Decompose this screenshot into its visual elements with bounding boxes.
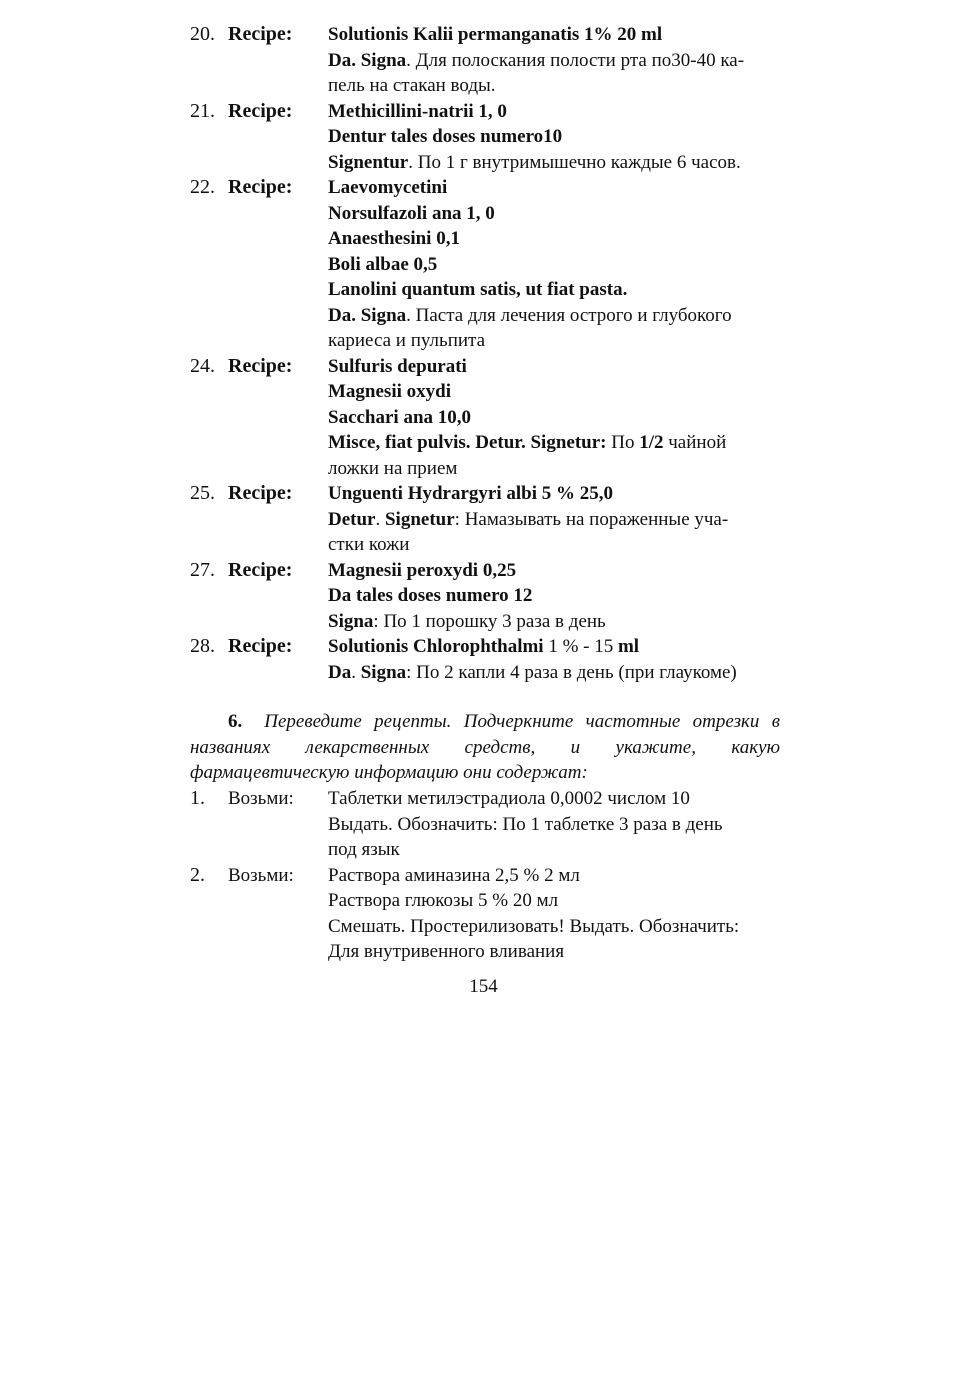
- entry-line: [328, 226, 780, 252]
- entry-number: 24.: [190, 354, 215, 377]
- entry-number: 27.: [190, 558, 215, 581]
- entry-body: [328, 175, 780, 354]
- text-segment: По: [606, 432, 640, 453]
- entry-line: [328, 379, 780, 405]
- text-segment: Lanolini quantum satis, ut fiat pasta.: [328, 279, 628, 300]
- text-segment: Unguenti Hydrargyri albi 5 % 25,0: [328, 483, 614, 504]
- text-segment: чайной: [663, 432, 727, 453]
- entry-line: [328, 456, 780, 482]
- text-segment: Раствора глюкозы 5 % 20 мл: [328, 890, 559, 911]
- recipe-entry: [190, 558, 790, 635]
- text-segment: ложки на прием: [328, 457, 458, 479]
- recipe-list: [190, 22, 790, 685]
- entry-line: [328, 609, 780, 635]
- text-segment: .: [375, 508, 385, 530]
- entry-line: [328, 303, 780, 329]
- text-segment: Laevomycetini: [328, 177, 448, 198]
- entry-line: [328, 124, 780, 150]
- entry-line: [328, 939, 780, 965]
- entry-label: Recipe:: [228, 99, 293, 122]
- entry-line: [328, 201, 780, 227]
- entry-label: Recipe:: [228, 176, 293, 198]
- entry-number: 20.: [190, 23, 215, 45]
- text-segment: Solutionis Kalii permanganatis 1% 20 ml: [328, 24, 663, 45]
- entry-line: [328, 863, 780, 889]
- entry-line: [328, 99, 780, 125]
- page-number: 154: [469, 976, 498, 997]
- entry-label: Recipe:: [228, 558, 293, 581]
- entry-line: [328, 73, 780, 99]
- text-segment: Таблетки метилэстрадиола 0,0002 числом 10: [328, 788, 690, 809]
- text-segment: : По 2 капли 4 раза в день (при глаукоме): [406, 661, 737, 683]
- entry-label: Возьми:: [228, 788, 294, 809]
- text-segment: пель на стакан воды.: [328, 75, 496, 96]
- recipe-entry: [190, 175, 790, 354]
- text-segment: Sulfuris depurati: [328, 355, 467, 377]
- entry-line: [328, 430, 780, 456]
- recipe-entry: [190, 481, 790, 558]
- entry-line: [328, 532, 780, 558]
- entry-body: [328, 863, 780, 965]
- text-segment: Da: [328, 661, 352, 683]
- entry-line: [328, 660, 780, 686]
- text-segment: Для внутривенного вливания: [328, 941, 565, 962]
- entry-label: Recipe:: [228, 354, 293, 377]
- text-segment: под язык: [328, 839, 400, 860]
- entry-line: [328, 175, 780, 201]
- entry-label: Recipe:: [228, 23, 293, 45]
- task-text: Переведите рецепты. Подчеркните частотные отрезки в названиях лекарственных средств, и укажите, какую фармацевтическую информацию они содержат:: [190, 711, 780, 783]
- text-segment: Norsulfazoli ana 1, 0: [328, 202, 495, 224]
- entry-number: 22.: [190, 176, 215, 198]
- recipe-entry: [190, 634, 790, 685]
- text-segment: . Для полоскания полости рта по30-40 ка-: [406, 49, 745, 71]
- text-segment: Dentur tales doses numero10: [328, 126, 563, 147]
- entry-body: [328, 22, 780, 99]
- text-segment: : По 1 порошку 3 раза в день: [373, 610, 606, 632]
- entry-line: [328, 252, 780, 278]
- text-segment: 1/2: [639, 432, 664, 453]
- text-segment: Methicillini-natrii 1, 0: [328, 100, 507, 122]
- entry-line: [328, 583, 780, 609]
- entry-body: [328, 558, 780, 635]
- entry-line: [328, 558, 780, 584]
- text-segment: Solutionis Chlorophthalmi: [328, 636, 544, 657]
- text-segment: Signetur: [384, 508, 455, 530]
- entry-line: [328, 914, 780, 940]
- entry-body: [328, 786, 780, 863]
- entry-number: 2.: [190, 863, 205, 886]
- text-segment: : Намазывать на пораженные уча-: [454, 508, 729, 530]
- entry-number: 21.: [190, 99, 215, 122]
- entry-line: [328, 812, 780, 838]
- text-segment: Signa: [360, 661, 407, 683]
- entry-line: [328, 888, 780, 914]
- text-segment: 1 % - 15: [543, 636, 618, 657]
- entry-body: [328, 354, 780, 482]
- entry-number: 28.: [190, 635, 215, 657]
- text-segment: Detur: [328, 508, 376, 530]
- entry-label: Recipe:: [228, 635, 293, 657]
- text-segment: . По 1 г внутримышечно каждые 6 часов.: [408, 151, 741, 173]
- entry-line: [328, 634, 780, 660]
- text-segment: Смешать. Простерилизовать! Выдать. Обозначить:: [328, 915, 740, 937]
- entry-line: [328, 786, 780, 812]
- text-segment: Signa: [328, 610, 374, 632]
- entry-line: [328, 507, 780, 533]
- entry-line: [328, 48, 780, 74]
- task-instruction: [190, 709, 780, 786]
- recipe-entry: [190, 354, 790, 482]
- text-segment: . Паста для лечения острого и глубокого: [406, 304, 732, 326]
- entry-line: [328, 481, 780, 507]
- text-segment: Sacchari ana 10,0: [328, 406, 472, 428]
- entry-label: Recipe:: [228, 482, 293, 504]
- text-segment: кариеса и пульпита: [328, 330, 486, 351]
- recipe-entry: [190, 22, 790, 99]
- text-segment: Boli albae 0,5: [328, 253, 438, 275]
- task-recipe-entry: [190, 786, 790, 863]
- text-segment: Anaesthesini 0,1: [328, 228, 460, 249]
- recipe-entry: [190, 99, 790, 176]
- text-segment: Раствора аминазина 2,5 % 2 мл: [328, 864, 580, 886]
- entry-line: [328, 22, 780, 48]
- text-segment: ml: [617, 636, 640, 657]
- task-recipe-list: [190, 786, 790, 965]
- entry-body: [328, 634, 780, 685]
- text-segment: Da tales doses numero 12: [328, 585, 533, 606]
- text-segment: .: [351, 661, 361, 683]
- entry-line: [328, 405, 780, 431]
- task-recipe-entry: [190, 863, 790, 965]
- task-number: 6.: [228, 711, 243, 732]
- entry-line: [328, 328, 780, 354]
- entry-line: [328, 150, 780, 176]
- entry-line: [328, 837, 780, 863]
- entry-number: 1.: [190, 787, 205, 809]
- entry-body: [328, 99, 780, 176]
- text-segment: Da. Signa: [328, 304, 407, 326]
- entry-line: [328, 354, 780, 380]
- text-segment: стки кожи: [328, 534, 410, 555]
- text-segment: Выдать. Обозначить: По 1 таблетке 3 раза в день: [328, 813, 723, 835]
- text-segment: Misce, fiat pulvis. Detur. Signetur:: [328, 432, 607, 453]
- entry-label: Возьми:: [228, 864, 294, 886]
- entry-number: 25.: [190, 482, 215, 504]
- entry-body: [328, 481, 780, 558]
- text-segment: Magnesii peroxydi 0,25: [328, 559, 517, 581]
- entry-line: [328, 277, 780, 303]
- text-segment: Da. Signa: [328, 49, 407, 71]
- text-segment: Magnesii oxydi: [328, 381, 451, 402]
- text-segment: Signentur: [328, 151, 409, 173]
